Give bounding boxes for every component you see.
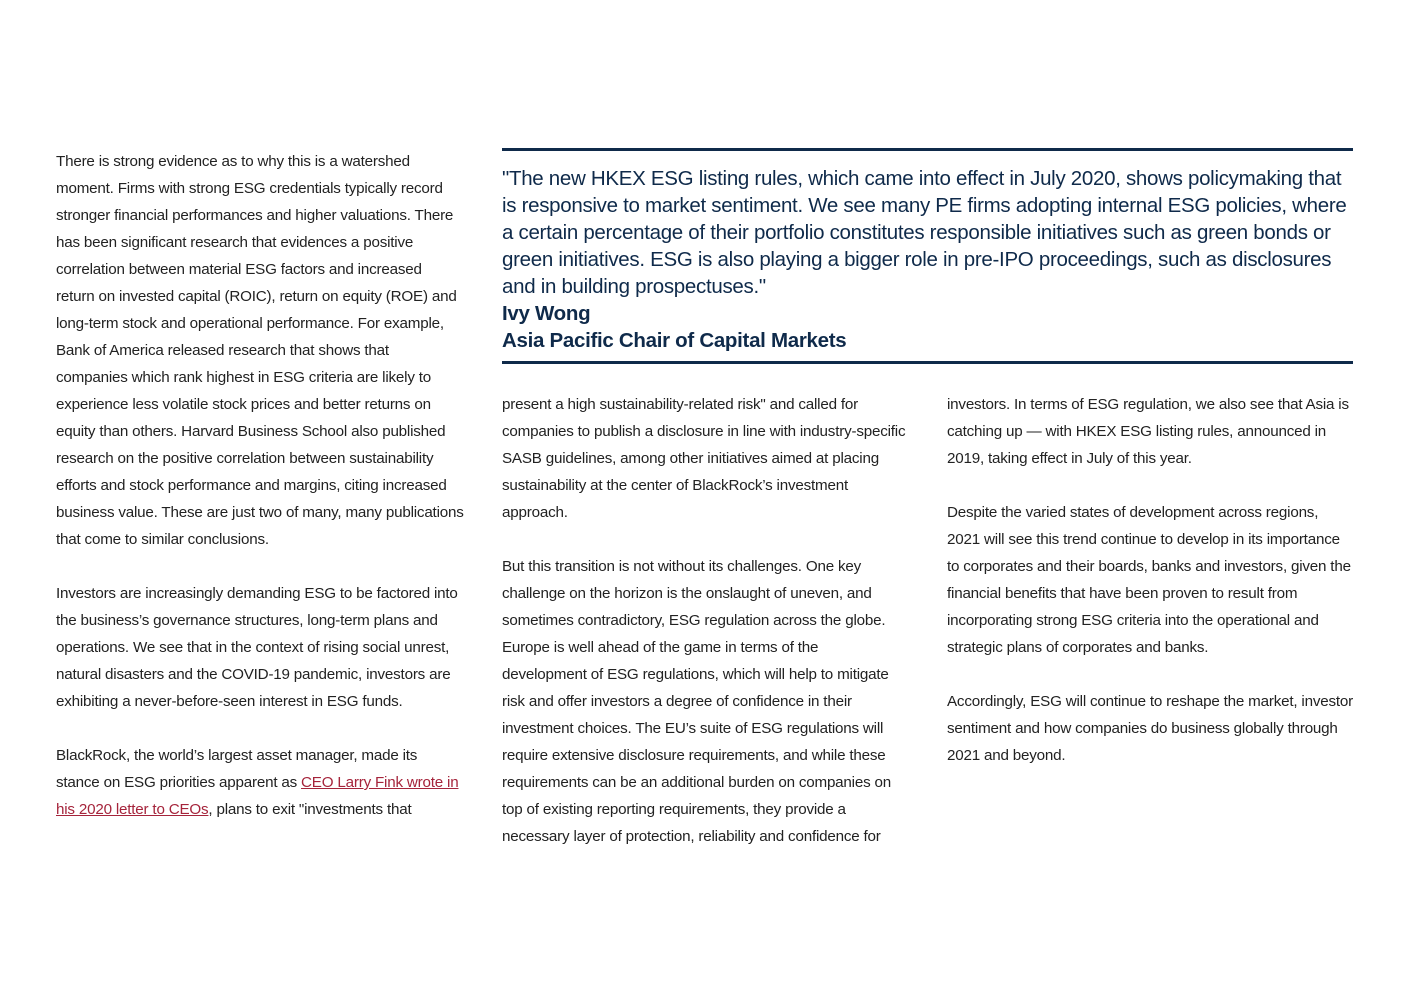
body-paragraph: Investors are increasingly demanding ESG to be factored into the business’s governance structures, long-term plans and operations. We see that in the context of rising social unrest, natural disasters and the COVID-19 pandemic, investors are exhibiting a never-before-seen interest in ESG funds.	[56, 585, 458, 710]
body-paragraph: Despite the varied states of development across regions, 2021 will see this trend continue to develop in its importance to corporates and their boards, banks and investors, given the financial benefits that have been proven to result from incorporating strong ESG criteria into the operational and strategic plans of corporates and banks.	[947, 504, 1351, 656]
right-text-column	[947, 391, 1353, 769]
body-paragraph: There is strong evidence as to why this is a watershed moment. Firms with strong ESG credentials typically record stronger financial performances and higher valuations. There has been significant research that evidences a positive correlation between material ESG factors and increased return on invested capital (ROIC), return on equity (ROE) and long-term stock and operational performance. For example, Bank of America released research that shows that companies which rank highest in ESG criteria are likely to experience less volatile stock prices and better returns on equity than others. Harvard Business School also published research on the positive correlation between sustainability efforts and stock performance and margins, citing increased business value. These are just two of many, many publications that come to similar conclusions.	[56, 153, 464, 548]
body-paragraph: But this transition is not without its challenges. One key challenge on the horizon is the onslaught of uneven, and sometimes contradictory, ESG regulation across the globe. Europe is well ahead of the game in terms of the development of ESG regulations, which will help to mitigate risk and offer investors a degree of confidence in their investment choices. The EU’s suite of ESG regulations will require extensive disclosure requirements, and while these requirements can be an additional burden on companies on top of existing reporting requirements, they provide a necessary layer of protection, reliability and confidence for	[502, 558, 892, 845]
body-paragraph: Accordingly, ESG will continue to reshape the market, investor sentiment and how companies do business globally through 2021 and beyond.	[947, 693, 1354, 764]
body-paragraph: investors. In terms of ESG regulation, we also see that Asia is catching up — with HKEX ESG listing rules, announced in 2019, taking effect in July of this year.	[947, 396, 1349, 467]
pull-quote	[502, 148, 1353, 364]
quote-author-name: Ivy Wong	[502, 302, 591, 325]
paragraph-text: , plans to exit "investments that	[208, 801, 412, 818]
quote-author-title: Asia Pacific Chair of Capital Markets	[502, 329, 847, 352]
body-paragraph	[56, 742, 464, 823]
larry-fink-letter-link[interactable]: CEO Larry Fink wrote in his 2020 letter to CEOs	[56, 774, 459, 818]
middle-text-column	[502, 391, 906, 850]
paragraph-text: BlackRock, the world’s largest asset manager, made its stance on ESG priorities apparent as	[56, 747, 418, 791]
quote-text: "The new HKEX ESG listing rules, which came into effect in July 2020, shows policymaking that is responsive to market sentiment. We see many PE firms adopting internal ESG policies, where a certain percentage of their portfolio constitutes responsible initiatives such as green bonds or green initiatives. ESG is also playing a bigger role in pre-IPO proceedings, such as disclosures and in building prospectuses."	[502, 167, 1347, 298]
left-text-column	[56, 148, 464, 823]
body-paragraph: present a high sustainability-related risk" and called for companies to publish a disclosure in line with industry-specific SASB guidelines, among other initiatives aimed at placing sustainability at the center of BlackRock’s investment approach.	[502, 396, 906, 521]
